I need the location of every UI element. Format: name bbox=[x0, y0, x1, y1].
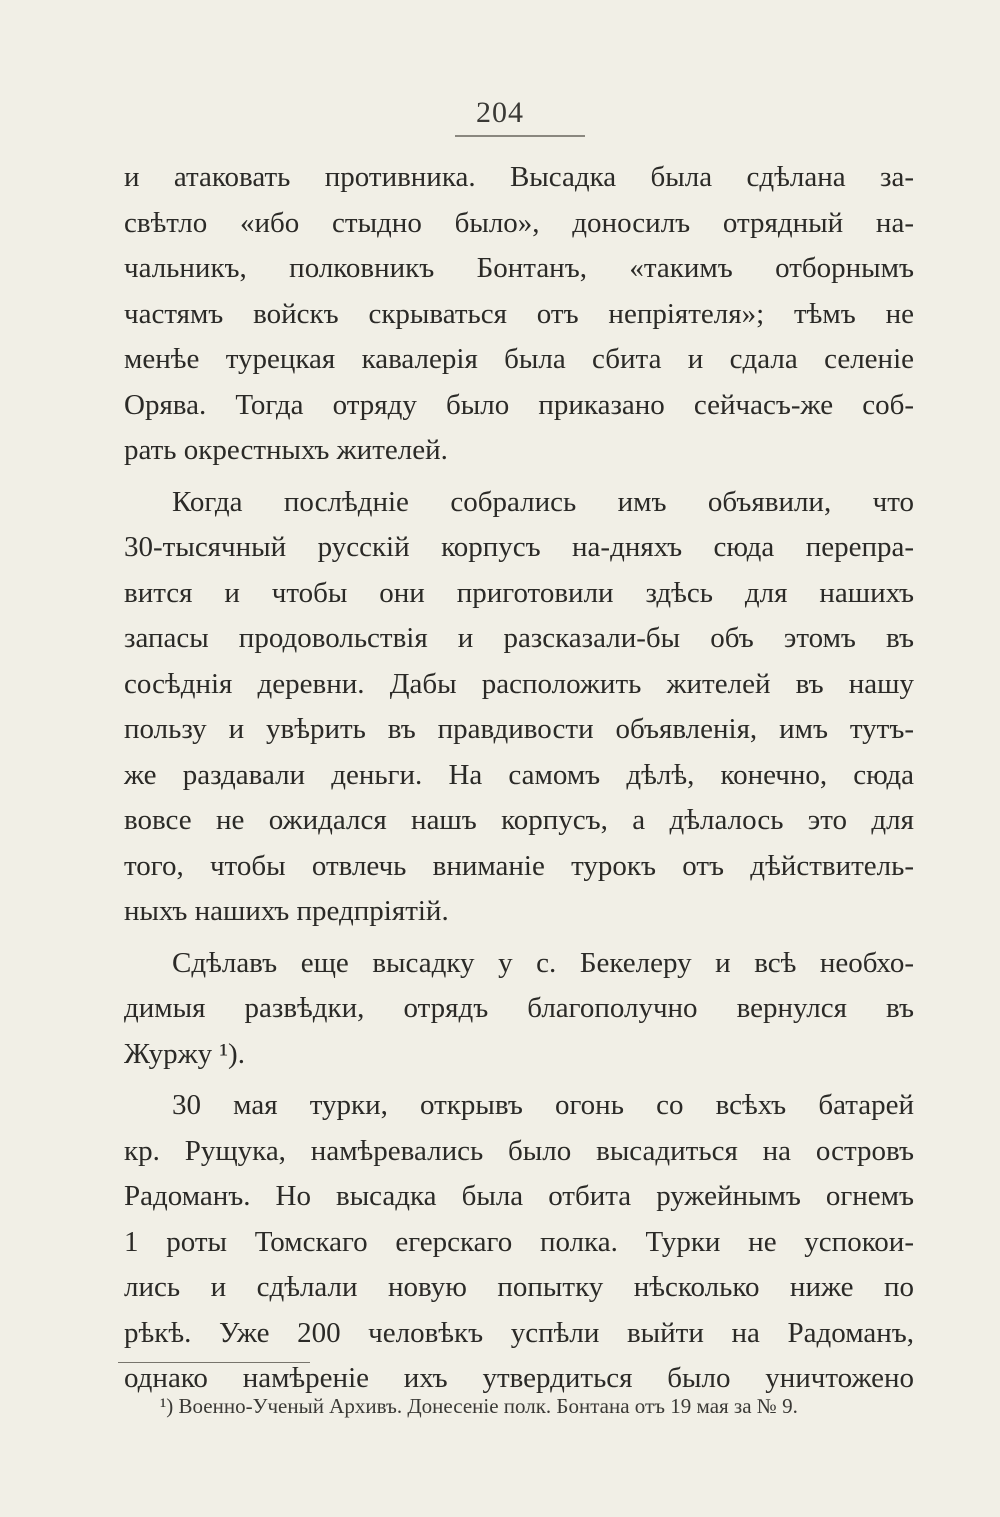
text-line: чальникъ, полковникъ Бонтанъ, «такимъ отборнымъ bbox=[124, 252, 914, 284]
text-line: вовсе не ожидался нашъ корпусъ, а дѣлалось это для bbox=[124, 804, 914, 836]
text-line: однако намѣреніе ихъ утвердиться было уничтожено bbox=[124, 1362, 914, 1394]
footnote: ¹) Военно-Ученый Архивъ. Донесеніе полк. Бонтана отъ 19 мая за № 9. bbox=[160, 1394, 798, 1418]
text-line: пользу и увѣрить въ правдивости объявленія, имъ тутъ- bbox=[124, 713, 914, 745]
text-line: того, чтобы отвлечь вниманіе турокъ отъ дѣйствитель- bbox=[124, 849, 914, 882]
page-number: 204 bbox=[476, 96, 524, 129]
text-line: Когда послѣдніе собрались имъ объявили, что bbox=[172, 485, 914, 518]
text-line: рѣкѣ. Уже 200 человѣкъ успѣли выйти на Радоманъ, bbox=[124, 1316, 914, 1349]
text-line: запасы продовольствія и разсказали-бы объ этомъ въ bbox=[124, 622, 914, 654]
text-line: димыя развѣдки, отрядъ благополучно вернулся въ bbox=[124, 992, 914, 1024]
text-line: Сдѣлавъ еще высадку у с. Бекелеру и всѣ необхо- bbox=[172, 946, 914, 979]
text-line: свѣтло «ибо стыдно было», доносилъ отрядный на- bbox=[124, 206, 914, 239]
text-line: Журжу ¹). bbox=[124, 1037, 245, 1070]
text-line: и атаковать противника. Высадка была сдѣлана за- bbox=[124, 161, 914, 193]
text-line: частямъ войскъ скрываться отъ непріятеля»; тѣмъ не bbox=[124, 297, 914, 330]
body-text bbox=[124, 155, 914, 1402]
text-line: 1 роты Томскаго егерскаго полка. Турки не успокои- bbox=[124, 1225, 914, 1258]
text-line: рать окрестныхъ жителей. bbox=[124, 434, 448, 466]
text-line: Орява. Тогда отряду было приказано сейчасъ-же соб- bbox=[124, 388, 914, 421]
text-line: кр. Рущука, намѣревались было высадиться на островъ bbox=[124, 1134, 914, 1167]
text-line: же раздавали деньги. На самомъ дѣлѣ, конечно, сюда bbox=[124, 758, 914, 791]
footnote-rule bbox=[118, 1362, 310, 1363]
text-line: сосѣднія деревни. Дабы расположить жителей въ нашу bbox=[124, 667, 914, 700]
text-line: ныхъ нашихъ предпріятій. bbox=[124, 895, 449, 927]
text-line: вится и чтобы они приготовили здѣсь для нашихъ bbox=[124, 576, 914, 609]
header-rule bbox=[455, 135, 585, 137]
text-line: менѣе турецкая кавалерія была сбита и сдала селеніе bbox=[124, 343, 914, 375]
text-line: Радоманъ. Но высадка была отбита ружейнымъ огнемъ bbox=[124, 1180, 914, 1212]
text-line: 30-тысячный русскій корпусъ на-дняхъ сюда перепра- bbox=[124, 531, 914, 563]
text-line: лись и сдѣлали новую попытку нѣсколько ниже по bbox=[124, 1271, 914, 1303]
text-line: 30 мая турки, открывъ огонь со всѣхъ батарей bbox=[172, 1089, 914, 1121]
